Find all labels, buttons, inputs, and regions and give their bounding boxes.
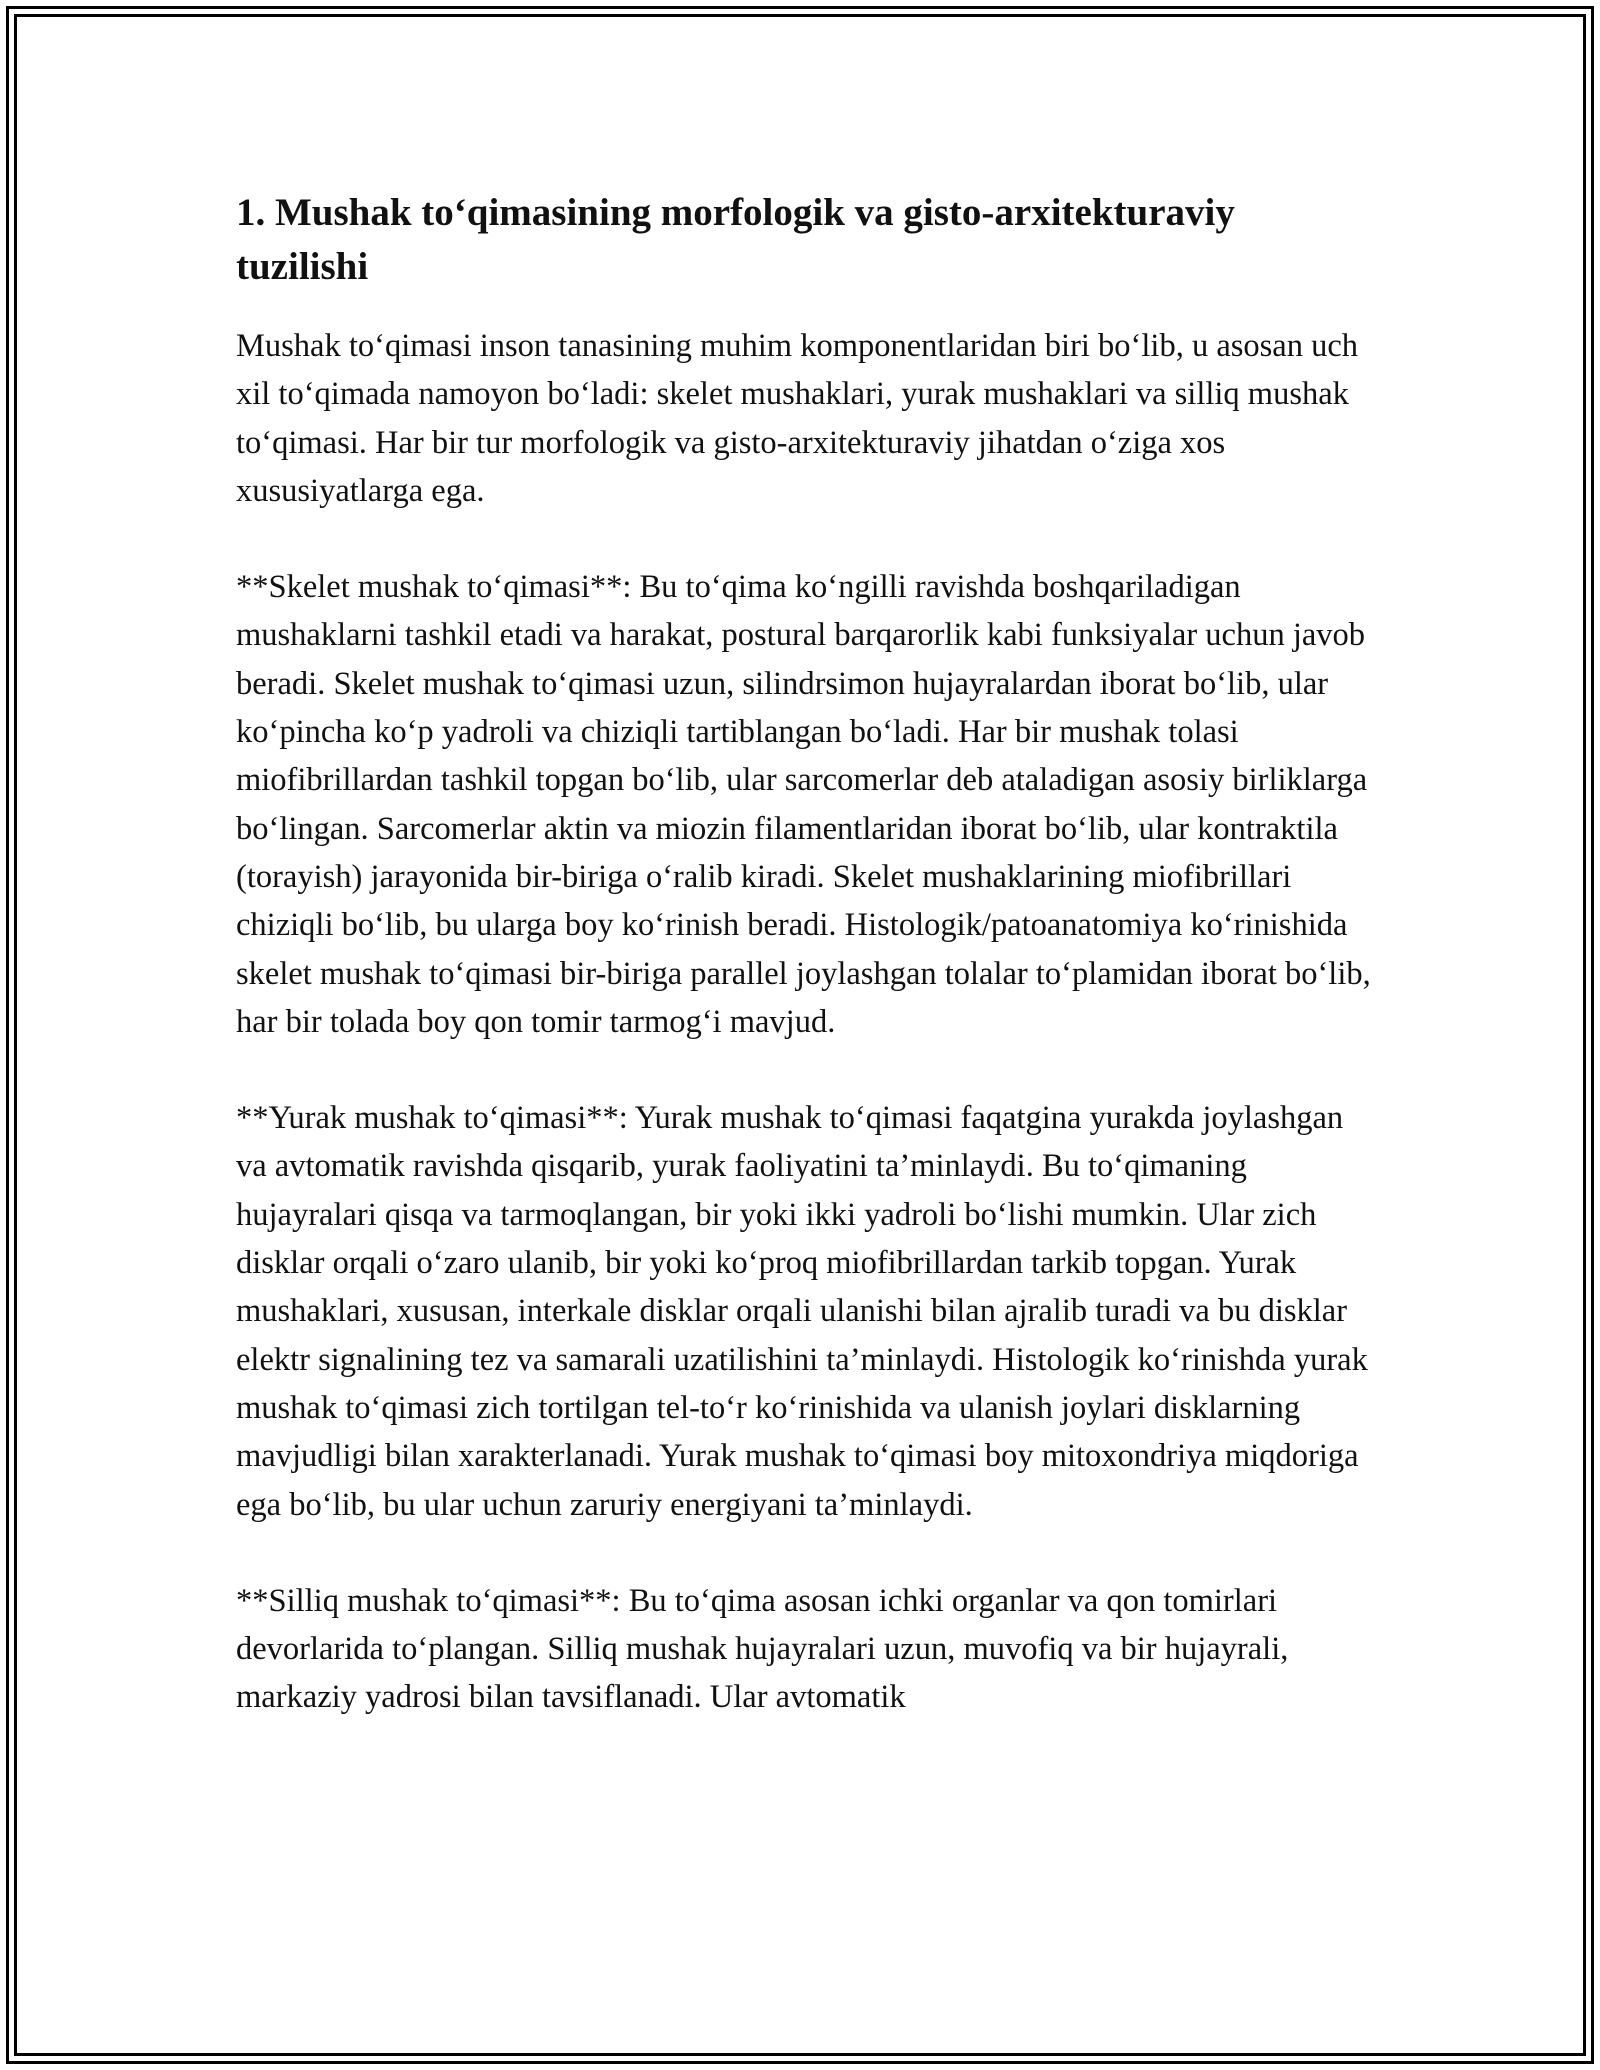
section-title: 1. Mushak to‘qimasining morfologik va gisto-arxitekturaviy tuzilishi [236, 191, 1235, 288]
paragraph-intro: Mushak to‘qimasi inson tanasining muhim komponentlaridan biri bo‘lib, u asosan uch xil to‘qimada namoyon bo‘ladi: skelet mushaklari, yurak mushaklari va silliq mushak to‘qimasi. Har bir tur morfologik va gisto-arxitekturaviy jihatdan o‘ziga xos xususiyatlarga ega. [236, 328, 1359, 509]
paragraph-skeletal-muscle: **Skelet mushak to‘qimasi**: Bu to‘qima ko‘ngilli ravishda boshqariladigan mushaklarni tashkil etadi va harakat, postural barqarorlik kabi funksiyalar uchun javob beradi. Skelet mushak to‘qimasi uzun, silindrsimon hujayralardan iborat bo‘lib, ular ko‘pincha ko‘p yadroli va chiziqli tartiblangan bo‘ladi. Har bir mushak tolasi miofibrillardan tashkil topgan bo‘lib, ular sarcomerlar deb ataladigan asosiy birliklarga bo‘lingan. Sarcomerlar aktin va miozin filamentlaridan iborat bo‘lib, ular kontraktila (torayish) jarayonida bir-biriga o‘ralib kiradi. Skelet mushaklarining miofibrillari chiziqli bo‘lib, bu ularga boy ko‘rinish beradi. Histologik/patoanatomiya ko‘rinishida skelet mushak to‘qimasi bir-biriga parallel joylashgan tolalar to‘plamidan iborat bo‘lib, har bir tolada boy qon tomir tarmog‘i mavjud. [236, 569, 1371, 1040]
paragraph-smooth-muscle: **Silliq mushak to‘qimasi**: Bu to‘qima asosan ichki organlar va qon tomirlari devorlarida to‘plangan. Silliq mushak hujayralari uzun, muvofiq va bir hujayrali, markaziy yadrosi bilan tavsiflanadi. Ular avtomatik [236, 1582, 1289, 1716]
paragraph-cardiac-muscle: **Yurak mushak to‘qimasi**: Yurak mushak to‘qimasi faqatgina yurakda joylashgan va avtomatik ravishda qisqarib, yurak faoliyatini ta’minlaydi. Bu to‘qimaning hujayralari qisqa va tarmoqlangan, bir yoki ikki yadroli bo‘lishi mumkin. Ular zich disklar orqali o‘zaro ulanib, bir yoki ko‘proq miofibrillardan tarkib topgan. Yurak mushaklari, xususan, interkale disklar orqali ulanishi bilan ajralib turadi va bu disklar elektr signalining tez va samarali uzatilishini ta’minlaydi. Histologik ko‘rinishda yurak mushak to‘qimasi zich tortilgan tel-to‘r ko‘rinishida va ulanish joylari disklarning mavjudligi bilan xarakterlanadi. Yurak mushak to‘qimasi boy mitoxondriya miqdoriga ega bo‘lib, bu ular uchun zaruriy energiyani ta’minlaydi. [236, 1100, 1368, 1523]
document-page [236, 186, 1376, 1770]
